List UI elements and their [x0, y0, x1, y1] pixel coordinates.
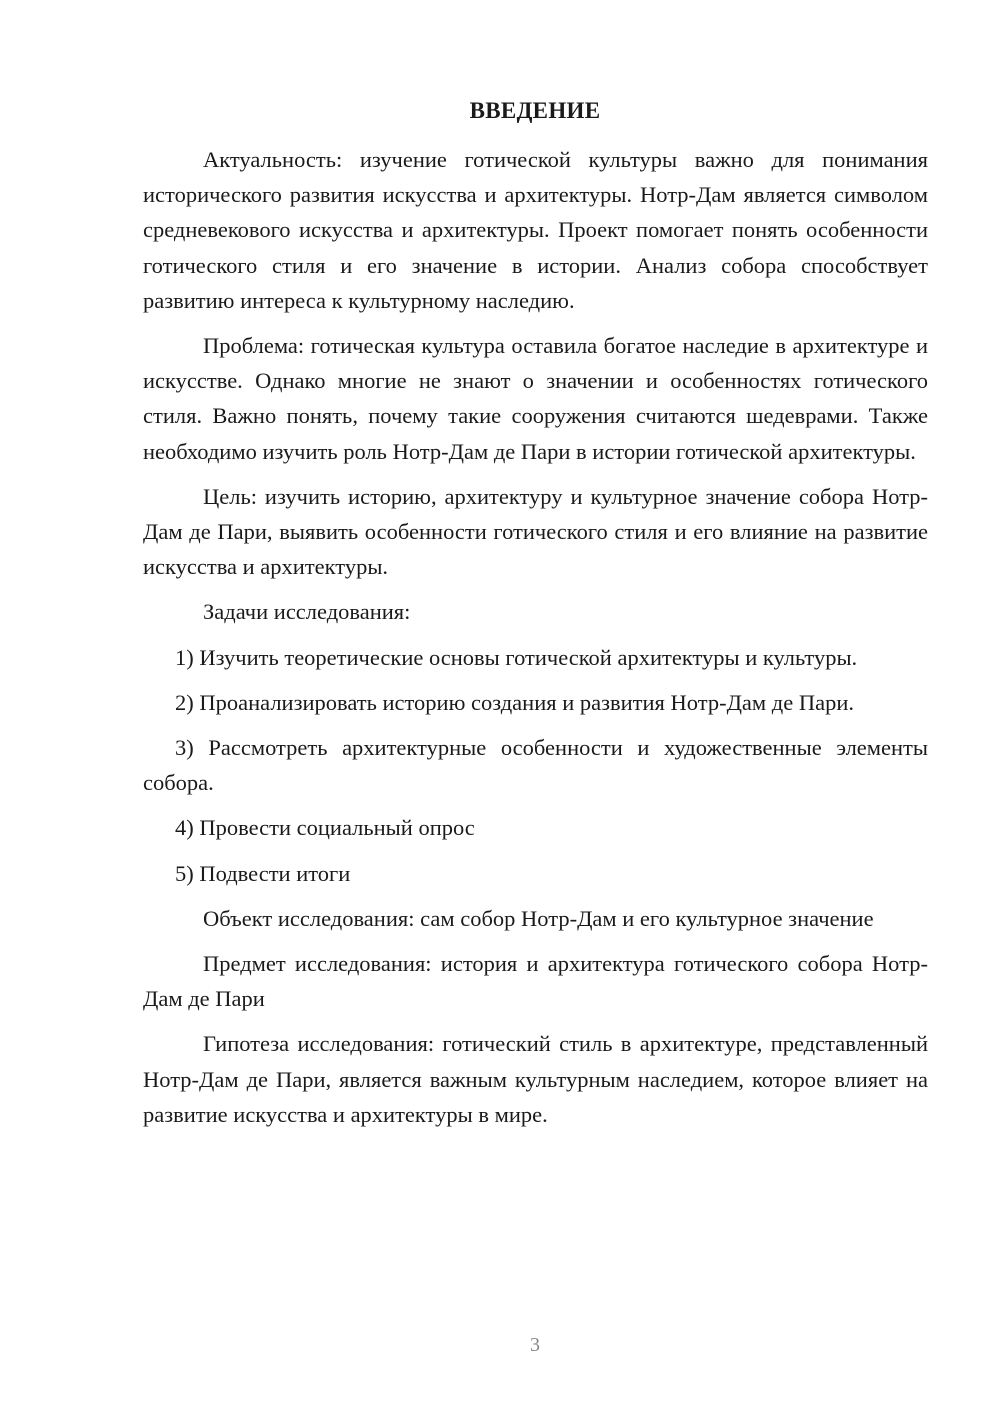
task-item-5: 5) Подвести итоги	[175, 860, 351, 886]
tasks-title: Задачи исследования:	[203, 599, 411, 625]
page-title: ВВЕДЕНИЕ	[469, 98, 601, 123]
goal-paragraph: Цель: изучить историю, архитектуру и культурное значение собора Нотр-Дам де Пари, выявить особенности готического стиля и его влияние на развитие искусства и архитектуры.	[143, 483, 928, 580]
subject-paragraph: Предмет исследования: история и архитектура готического собора Нотр-Дам де Пари	[143, 951, 928, 1012]
object-paragraph: Объект исследования: сам собор Нотр-Дам и его культурное значение	[203, 905, 874, 931]
relevance-paragraph: Актуальность: изучение готической культуры важно для понимания исторического развития искусства и архитектуры. Нотр-Дам является символом средневекового искусства и архитектуры. Проект помогает понять особенности готического стиля и его значение в истории. Анализ собора способствует развитию интереса к культурному наследию.	[143, 147, 928, 313]
task-item-1: 1) Изучить теоретические основы готической архитектуры и культуры.	[175, 644, 858, 670]
hypothesis-paragraph: Гипотеза исследования: готический стиль в архитектуре, представленный Нотр-Дам де Пари, является важным культурным наследием, которое влияет на развитие искусства и архитектуры в мире.	[143, 1031, 928, 1127]
task-item-2: 2) Проанализировать историю создания и развития Нотр-Дам де Пари.	[175, 689, 854, 715]
task-item-4: 4) Провести социальный опрос	[175, 815, 475, 841]
problem-paragraph: Проблема: готическая культура оставила богатое наследие в архитектуре и искусстве. Однако многие не знают о значении и особенностях готического стиля. Важно понять, почему такие сооружения считаются шедеврами. Также необходимо изучить роль Нотр-Дам де Пари в истории готической архитектуры.	[143, 333, 928, 464]
page-number: 3	[530, 1334, 540, 1356]
document-body	[143, 142, 928, 1132]
task-item-3: 3) Рассмотреть архитектурные особенности и художественные элементы собора.	[143, 735, 928, 796]
